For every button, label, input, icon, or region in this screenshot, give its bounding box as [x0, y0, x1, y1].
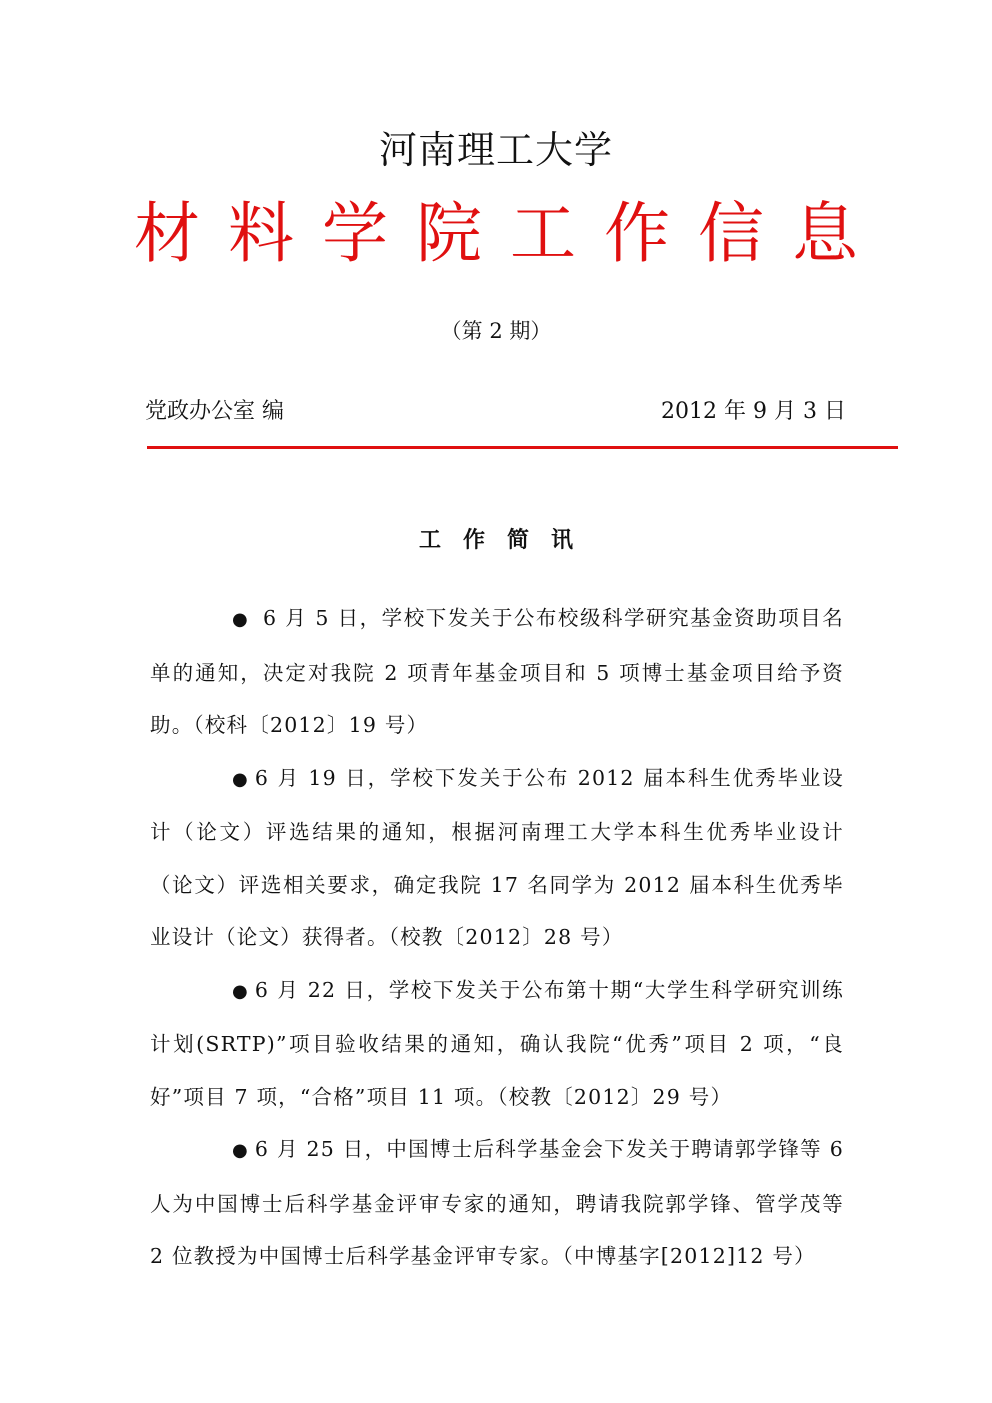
university-name: 河南理工大学 — [378, 128, 613, 172]
news-item — [150, 752, 844, 964]
news-item-text: 6 月 5 日，学校下发关于公布校级科学研究基金资助项目名单的通知，决定对我院 2 项青年基金项目和 5 项博士基金项目给予资助。（校科〔2012〕19 号） — [150, 606, 844, 737]
news-item — [150, 1123, 844, 1283]
news-item — [150, 592, 844, 752]
news-item — [150, 964, 844, 1124]
editor-line: 党政办公室 编 — [145, 399, 284, 424]
news-list — [150, 592, 844, 1283]
red-divider — [147, 446, 898, 449]
issue-number: （第 2 期） — [440, 319, 552, 343]
bullet-icon: ● — [232, 980, 249, 1002]
bullet-icon: ● — [232, 1140, 249, 1161]
news-item-text: 6 月 22 日，学校下发关于公布第十期“大学生科学研究训练计划(SRTP)”项目验收结果的通知，确认我院“优秀”项目 2 项，“良好”项目 7 项，“合格”项目 11 项。（校教〔2012〕29 号） — [150, 977, 844, 1109]
news-item-text: 6 月 19 日，学校下发关于公布 2012 届本科生优秀毕业设计（论文）评选结果的通知，根据河南理工大学本科生优秀毕业设计（论文）评选相关要求，确定我院 17 名同学为 2012 届本科生优秀毕业设计（论文）获得者。（校教〔2012〕28 号） — [150, 765, 844, 949]
news-item-text: 6 月 25 日，中国博士后科学基金会下发关于聘请郭学锋等 6 人为中国博士后科学基金评审专家的通知，聘请我院郭学锋、管学茂等 2 位教授为中国博士后科学基金评审专家。（中博基字[2012]12 号） — [150, 1137, 844, 1268]
issue-date: 2012 年 9 月 3 日 — [661, 399, 846, 424]
bullet-icon: ● — [232, 768, 249, 790]
masthead-title: 材料学院工作信息 — [134, 195, 886, 272]
section-title: 工作简讯 — [418, 527, 595, 553]
bullet-icon: ● — [232, 609, 249, 630]
